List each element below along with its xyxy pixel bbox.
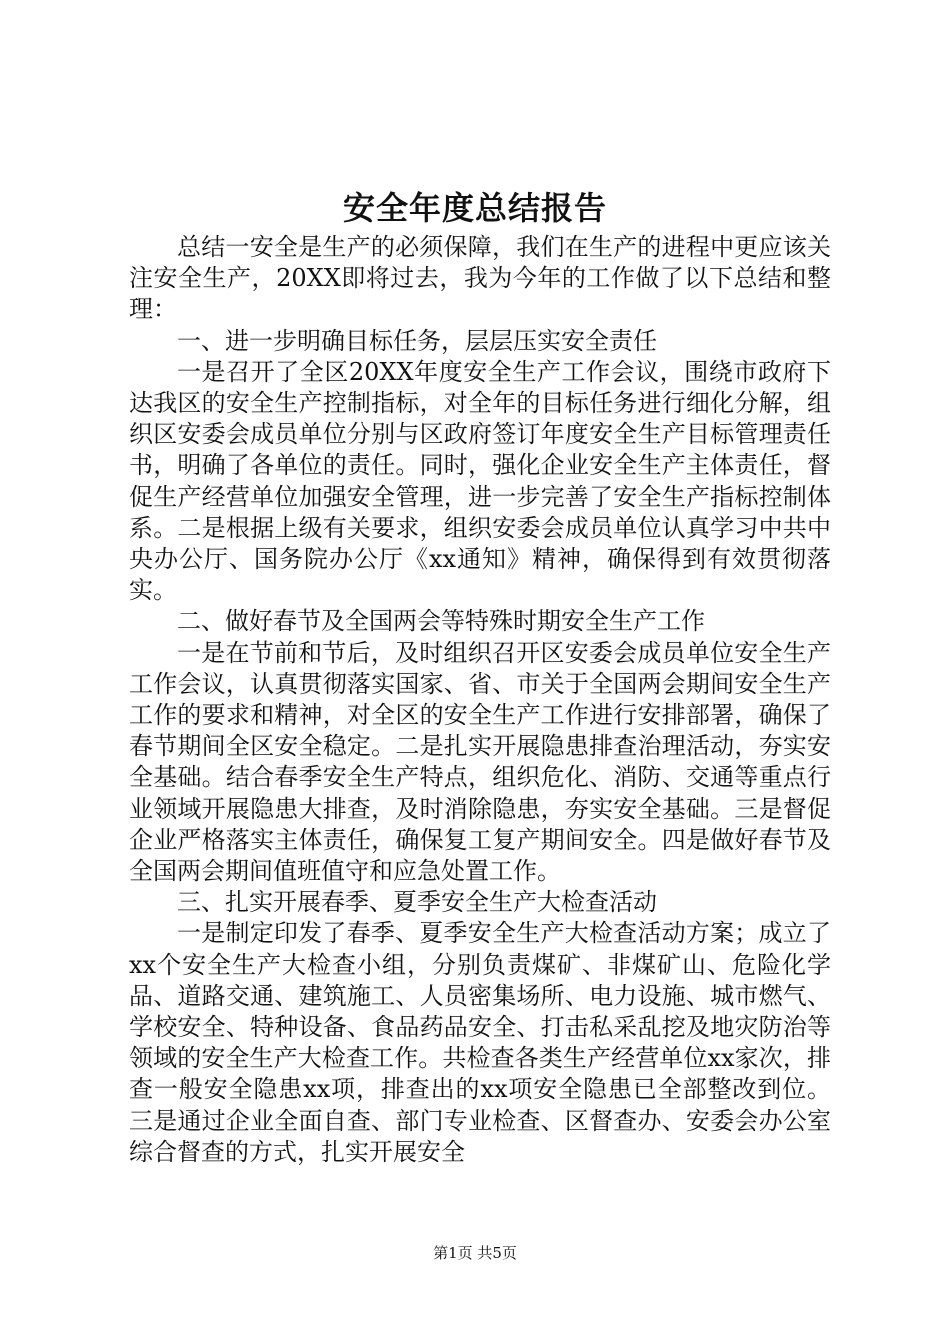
document-title: 安全年度总结报告 — [342, 189, 607, 227]
section-heading-1: 一、进一步明确目标任务，层层压实安全责任 — [177, 326, 657, 355]
section-heading-3: 三、扎实开展春季、夏季安全生产大检查活动 — [177, 888, 657, 917]
paragraph-section-2: 一是在节前和节后，及时组织召开区安委会成员单位安全生产工作会议，认真贯彻落实国家、省、市关于全国两会期间安全生产工作的要求和精神，对全区的安全生产工作进行安排部署，确保了春节期间全区安全稳定。二是扎实开展隐患排查治理活动，夯实安全基础。结合春季安全生产特点，组织危化、消防、交通等重点行业领域开展隐患大排查，及时消除隐患，夯实安全基础。三是督促企业严格落实主体责任，确保复工复产期间安全。四是做好春节及全国两会期间值班值守和应急处置工作。 — [129, 638, 831, 886]
section-heading-2: 二、做好春节及全国两会等特殊时期安全生产工作 — [177, 607, 705, 636]
paragraph-section-3: 一是制定印发了春季、夏季安全生产大检查活动方案；成立了xx个安全生产大检查小组，分别负责煤矿、非煤矿山、危险化学品、道路交通、建筑施工、人员密集场所、电力设施、城市燃气、学校安全、特种设备、食品药品安全、打击私采乱挖及地灾防治等领域的安全生产大检查工作。共检查各类生产经营单位xx家次，排查一般安全隐患xx项，排查出的xx项安全隐患已全部整改到位。三是通过企业全面自查、部门专业检查、区督查办、安委会办公室综合督查的方式，扎实开展安全 — [129, 919, 831, 1166]
paragraph-section-1: 一是召开了全区20XX年度安全生产工作会议，围绕市政府下达我区的安全生产控制指标，对全年的目标任务进行细化分解，组织区安委会成员单位分别与区政府签订年度安全生产目标管理责任书，明确了各单位的责任。同时，强化企业安全生产主体责任，督促生产经营单位加强安全管理，进一步完善了安全生产指标控制体系。二是根据上级有关要求，组织安委会成员单位认真学习中共中央办公厅、国务院办公厅《xx通知》精神，确保得到有效贯彻落实。 — [129, 357, 831, 605]
document-body — [129, 232, 831, 1168]
paragraph-intro: 总结一安全是生产的必须保障，我们在生产的进程中更应该关注安全生产，20XX即将过去，我为今年的工作做了以下总结和整理： — [129, 233, 831, 324]
page-footer: 第1页 共5页 — [433, 1244, 517, 1262]
